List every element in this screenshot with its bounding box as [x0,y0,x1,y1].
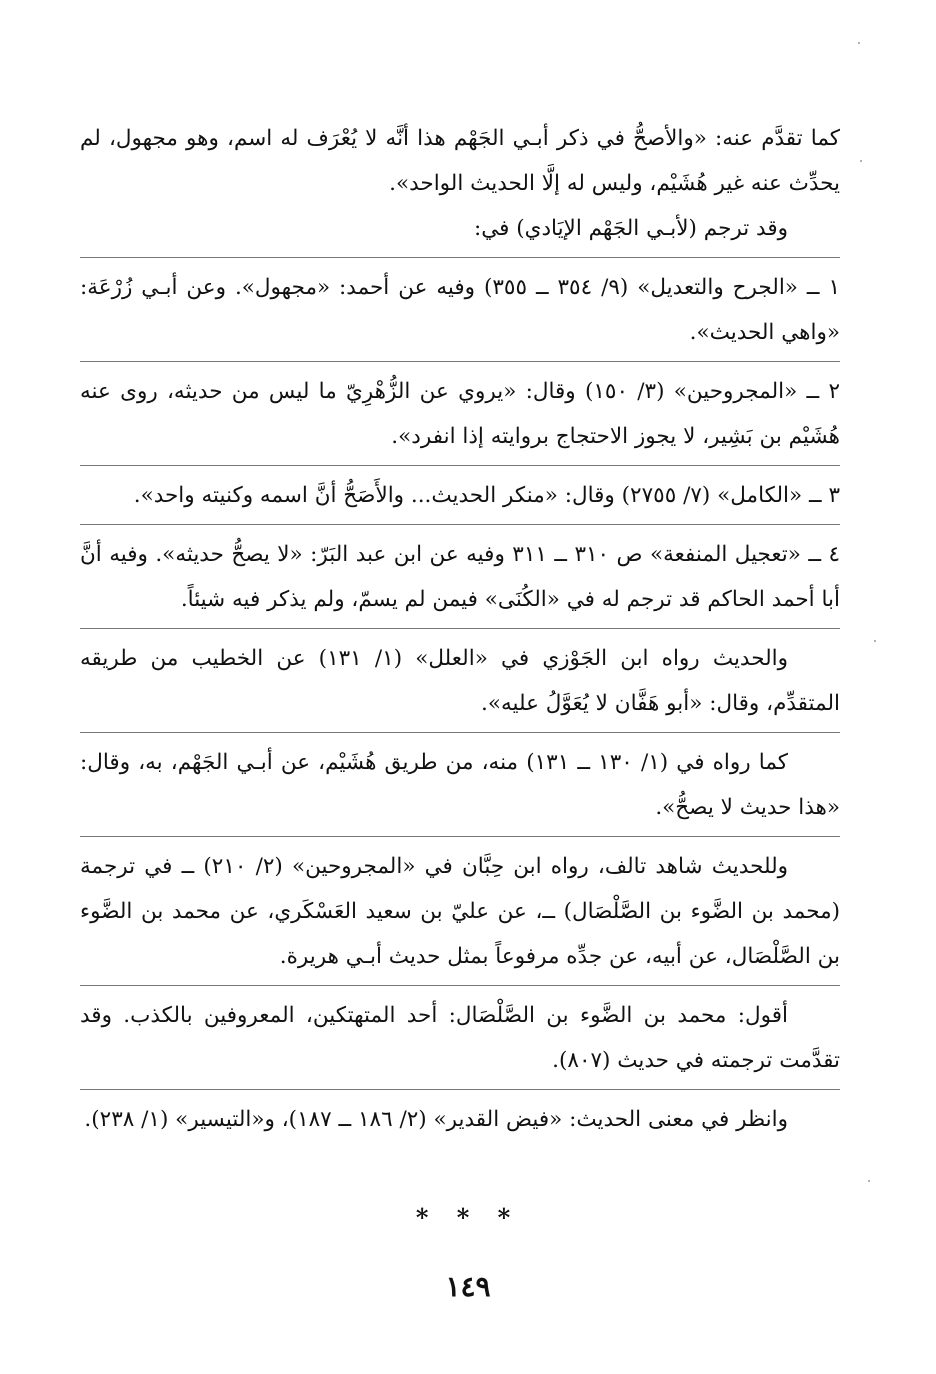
paragraph-rule [80,628,840,629]
paragraph: ٣ ــ «الكامل» (٧/ ٢٧٥٥) وقال: «منكر الحديث... والأَصَحُّ أنَّ اسمه وكنيته واحد». [133,483,840,508]
paragraph: ١ ــ «الجرح والتعديل» (٩/ ٣٥٤ ــ ٣٥٥) وفيه عن أحمد: «مجهول». وعن أبـي زُرْعَة: «واهي الحديث». [80,275,840,345]
paragraph-rule [80,361,840,362]
scan-speck [860,160,862,162]
paragraph-rule [80,836,840,837]
paragraph: أقول: محمد بن الضَّوء بن الصَّلْصَال: أحد المتهتكين، المعروفين بالكذب. وقد تقدَّمت ترجمته في حديث (٨٠٧). [80,1003,840,1073]
paragraph-rule [80,465,840,466]
paragraph-rule [80,1089,840,1090]
page-number: ١٤٩ [445,1270,491,1303]
paragraph-rule [80,985,840,986]
paragraph: ٤ ــ «تعجيل المنفعة» ص ٣١٠ ــ ٣١١ وفيه عن ابن عبد البَرّ: «لا يصحُّ حديثه». وفيه أنَّ أبا أحمد الحاكم قد ترجم له في «الكُنَى» فيمن لم يسمّ، ولم يذكر فيه شيئاً. [80,542,840,612]
scan-speck [868,1180,870,1182]
paragraph: والحديث رواه ابن الجَوْزي في «العلل» (١/ ١٣١) عن الخطيب من طريقه المتقدِّم، وقال: «أبو هَفَّان لا يُعَوَّلُ عليه». [80,646,840,716]
paragraph: وانظر في معنى الحديث: «فيض القدير» (٢/ ١٨٦ ــ ١٨٧)، و«التيسير» (١/ ٢٣٨). [84,1107,788,1132]
paragraph: كما رواه في (١/ ١٣٠ ــ ١٣١) منه، من طريق هُشَيْم، عن أبـي الجَهْم، به، وقال: «هذا حديث لا يصحُّ». [80,750,840,820]
paragraph-rule [80,257,840,258]
scan-speck [874,640,876,642]
main-text [80,116,840,1142]
paragraph-rule [80,732,840,733]
paragraph: كما تقدَّم عنه: «والأصحُّ في ذكر أبـي الجَهْم هذا أنَّه لا يُعْرَف له اسم، وهو مجهول، لم يحدِّث عنه غير هُشَيْم، وليس له إلَّا الحديث الواحد». [80,126,840,196]
paragraph: وللحديث شاهد تالف، رواه ابن حِبَّان في «المجروحين» (٢/ ٢١٠) ــ في ترجمة (محمد بن الضَّوء بن الصَّلْصَال) ــ، عن عليّ بن سعيد العَسْكَري، عن محمد بن الضَّوء بن الصَّلْصَال، عن أبيه، عن جدِّه مرفوعاً بمثل حديث أبـي هريرة. [80,854,840,969]
paragraph: وقد ترجم (لأبـي الجَهْم الإيَادي) في: [473,216,788,241]
paragraph-rule [80,524,840,525]
scan-speck [858,42,860,44]
paragraph: ٢ ــ «المجروحين» (٣/ ١٥٠) وقال: «يروي عن الزُّهْرِيّ ما ليس من حديثه، روى عنه هُشَيْم بن بَشِير، لا يجوز الاحتجاج بروايته إذا انفرد». [80,379,840,449]
section-separator: * * * [415,1203,521,1232]
